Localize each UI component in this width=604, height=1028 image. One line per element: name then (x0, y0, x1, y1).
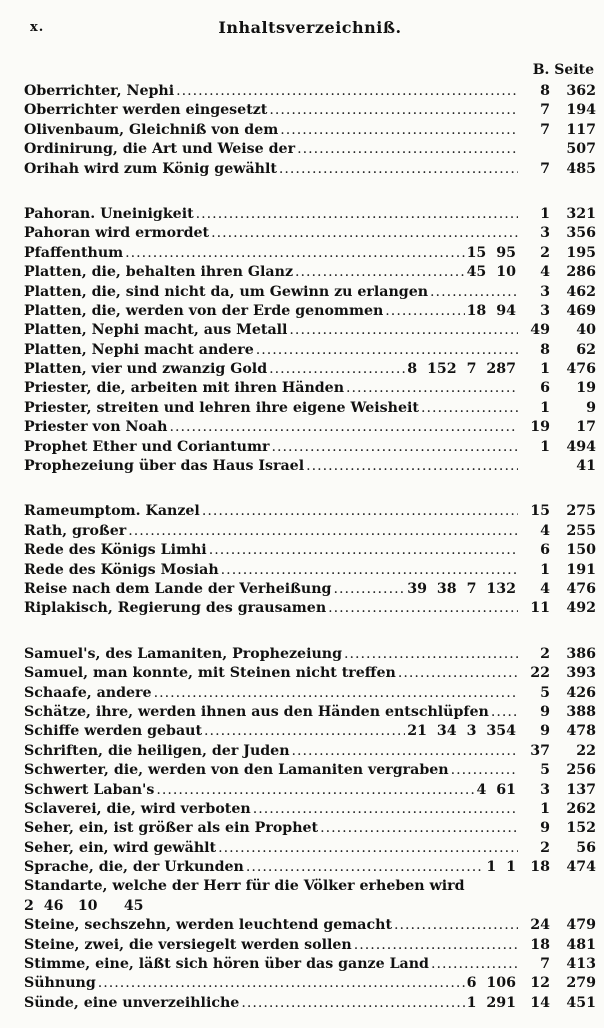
column-header: B. Seite (532, 62, 594, 78)
index-entry (24, 341, 596, 360)
dot-leader (354, 936, 518, 955)
entry-text: Oberrichter werden eingesetzt (24, 102, 268, 119)
entry-volume: 1 (540, 361, 550, 378)
entry-text: Prophezeiung über das Haus Israel (24, 458, 305, 475)
entry-text: Platten, Nephi macht andere (24, 341, 254, 358)
index-entry (24, 502, 596, 521)
index-entry (24, 321, 596, 340)
index-entry (24, 244, 596, 263)
entry-page: 386 (566, 645, 596, 662)
entry-text: Priester von Noah (24, 419, 168, 436)
dot-leader (295, 263, 465, 282)
index-entry (24, 974, 596, 993)
dot-leader (430, 283, 518, 302)
entry-page: 507 (566, 141, 596, 158)
index-entry (24, 302, 596, 321)
entry-text: Pahoran wird ermordet (24, 225, 210, 242)
dot-leader (394, 916, 518, 935)
entry-page: 469 (566, 302, 596, 319)
entry-page: 191 (566, 561, 596, 578)
dot-leader (209, 541, 518, 560)
entry-page: 356 (566, 225, 596, 242)
entry-volume: 2 (540, 839, 550, 856)
index-entry (24, 580, 596, 599)
dot-leader (346, 379, 518, 398)
entry-page: 275 (566, 503, 596, 520)
entry-text: Sühnung (24, 975, 96, 992)
index-section (24, 502, 596, 618)
dot-leader (271, 438, 518, 457)
entry-volume: 10 (77, 897, 98, 914)
entry-text: Schwerter, die, werden von den Lamaniten vergraben (24, 762, 449, 779)
index-entry (24, 800, 596, 819)
entry-text: Platten, die, werden von der Erde genommen (24, 302, 384, 319)
entry-volume: 3 (540, 225, 550, 242)
page-header (24, 0, 596, 40)
entry-volume: 12 (530, 975, 550, 992)
entry-volume: 1 (540, 438, 550, 455)
entry-page: 426 (566, 684, 596, 701)
dot-leader (451, 761, 518, 780)
entry-page: 152 (566, 820, 596, 837)
entry-volume: 7 (540, 102, 550, 119)
index-entry (24, 360, 596, 379)
dot-leader (221, 561, 518, 580)
entry-text: Schaafe, andere (24, 684, 152, 701)
entry-page: 451 (566, 994, 596, 1011)
dot-leader (246, 858, 484, 877)
entry-text: Schätze, ihre, werden ihnen aus den Händen entschlüpfen (24, 703, 489, 720)
entry-volume: 15 (530, 503, 550, 520)
entry-volume: 4 (540, 522, 550, 539)
index-entry (24, 599, 596, 618)
entry-volume: 18 (530, 936, 550, 953)
entry-page: 150 (566, 542, 596, 559)
entry-volume: 1 (540, 561, 550, 578)
entry-text: Prophet Ether und Coriantumr (24, 438, 270, 455)
dot-leader (320, 819, 518, 838)
index-entry (24, 684, 596, 703)
index-entry (24, 82, 596, 101)
entry-page: 195 (566, 244, 596, 261)
dot-leader (202, 502, 518, 521)
dot-leader (491, 703, 518, 722)
entry-volume: 5 (540, 762, 550, 779)
entry-volume: 1 (540, 399, 550, 416)
entry-text: Steine, sechszehn, werden leuchtend gemacht (24, 917, 392, 934)
entry-inline-refs: 1 291 (466, 994, 516, 1011)
entry-page: 17 (576, 419, 596, 436)
entry-page: 62 (576, 341, 596, 358)
entry-volume: 2 (540, 645, 550, 662)
entry-volume: 8 (540, 83, 550, 99)
entry-text: Oberrichter, Nephi (24, 83, 175, 99)
entry-text: Steine, zwei, die versiegelt werden sollen (24, 936, 352, 953)
entry-volume: 3 (540, 781, 550, 798)
dot-leader (328, 599, 518, 618)
dot-leader (344, 645, 518, 664)
dot-leader (333, 580, 405, 599)
index-section (24, 645, 596, 1013)
index-entry (24, 742, 596, 761)
entry-text: Seher, ein, ist größer als ein Prophet (24, 820, 319, 837)
dot-leader (289, 321, 518, 340)
entry-volume: 4 (540, 580, 550, 597)
entry-volume: 11 (530, 600, 550, 617)
entry-text: Rath, großer (24, 522, 127, 539)
entry-page: 476 (566, 580, 596, 597)
entry-volume: 3 (540, 302, 550, 319)
entry-volume: 7 (540, 121, 550, 138)
entry-volume: 8 (540, 341, 550, 358)
index-entry (24, 761, 596, 780)
entry-page: 286 (566, 264, 596, 281)
entry-volume: 7 (540, 956, 550, 973)
index-entry (24, 839, 596, 858)
entry-page: 362 (566, 83, 596, 99)
index-entry (24, 664, 596, 683)
dot-leader (98, 974, 465, 993)
entry-text: Orihah wird zum König gewählt (24, 160, 277, 177)
entry-page: 393 (566, 665, 596, 682)
entry-page: 262 (566, 800, 596, 817)
entry-text: Priester, die, arbeiten mit ihren Händen (24, 380, 345, 397)
entry-page: 40 (576, 322, 596, 339)
entry-page: 256 (566, 762, 596, 779)
index-entry (24, 994, 596, 1013)
entry-page: 117 (566, 121, 596, 138)
dot-leader (176, 82, 518, 101)
entry-text: Seher, ein, wird gewählt (24, 839, 217, 856)
entry-text: Olivenbaum, Gleichniß von dem (24, 121, 279, 138)
entry-text: Schiffe werden gebaut (24, 723, 203, 740)
index-entry (24, 916, 596, 935)
index-entry (24, 858, 596, 877)
entry-volume: 6 (540, 542, 550, 559)
entry-text: Rameumptom. Kanzel (24, 503, 200, 520)
page-number: x. (30, 20, 45, 35)
entry-volume: 9 (540, 703, 550, 720)
entry-inline-refs: 39 38 7 132 (407, 580, 516, 597)
index-entry (24, 936, 596, 955)
index-entry (24, 140, 596, 159)
entry-volume: 6 (540, 380, 550, 397)
dot-leader (398, 664, 518, 683)
entry-volume: 9 (540, 820, 550, 837)
index-entry (24, 561, 596, 580)
entry-page: 56 (576, 839, 596, 856)
entry-text: Schriften, die heiligen, der Juden (24, 742, 290, 759)
entry-inline-refs: 8 152 7 287 (407, 361, 516, 378)
page-title: Inhaltsverzeichniß. (218, 18, 402, 37)
index-section (24, 205, 596, 476)
entry-text: Schwert Laban's (24, 781, 155, 798)
index-entry (24, 722, 596, 741)
entry-text: Stimme, eine, läßt sich hören über das ganze Land (24, 956, 429, 973)
dot-leader (125, 244, 464, 263)
entry-text: Pahoran. Uneinigkeit (24, 205, 194, 222)
entry-text: Pfaffenthum (24, 244, 124, 261)
index-entry (24, 955, 596, 974)
entry-volume: 9 (540, 723, 550, 740)
index-entry (24, 418, 596, 437)
dot-leader (241, 994, 464, 1013)
dot-leader (292, 742, 518, 761)
entry-inline-refs: 1 1 (486, 859, 516, 876)
dot-leader (431, 955, 518, 974)
entry-page: 45 (123, 897, 144, 914)
entry-text: Platten, die, sind nicht da, um Gewinn zu erlangen (24, 283, 429, 300)
index-entry (24, 877, 596, 916)
index-entry (24, 781, 596, 800)
dot-leader (280, 121, 518, 140)
entry-volume: 22 (530, 665, 550, 682)
entry-text: Riplakisch, Regierung des grausamen (24, 600, 327, 617)
entry-text: Priester, streiten und lehren ihre eigene Weisheit (24, 399, 419, 416)
entry-volume: 18 (530, 859, 550, 876)
entry-text: Sünde, eine unverzeihliche (24, 994, 240, 1011)
entry-page: 494 (566, 438, 596, 455)
index-body (24, 82, 596, 1013)
dot-leader (128, 522, 518, 541)
dot-leader (256, 341, 518, 360)
entry-text: Platten, Nephi macht, aus Metall (24, 322, 288, 339)
dot-leader (279, 160, 518, 179)
entry-volume: 7 (540, 160, 550, 177)
index-entry (24, 121, 596, 140)
dot-leader (306, 457, 518, 476)
entry-inline-refs: 6 106 (466, 975, 516, 992)
entry-page: 255 (566, 522, 596, 539)
index-entry (24, 438, 596, 457)
index-entry (24, 703, 596, 722)
entry-text: Ordinirung, die Art und Weise der (24, 141, 296, 158)
entry-text: Reise nach dem Lande der Verheißung (24, 580, 332, 597)
index-entry (24, 379, 596, 398)
index-entry (24, 457, 596, 476)
entry-text: Samuel, man konnte, mit Steinen nicht treffen (24, 665, 396, 682)
entry-page: 194 (566, 102, 596, 119)
dot-leader (169, 418, 518, 437)
dot-leader (269, 101, 518, 120)
entry-text: Sprache, die, der Urkunden (24, 859, 244, 876)
dot-leader (421, 399, 518, 418)
entry-inline-refs: 21 34 3 354 (407, 723, 516, 740)
dot-leader (269, 360, 405, 379)
entry-volume: 1 (540, 800, 550, 817)
entry-volume: 19 (530, 419, 550, 436)
index-entry (24, 160, 596, 179)
entry-volume: 1 (540, 205, 550, 222)
entry-inline-refs: 4 61 (476, 781, 516, 798)
entry-page: 492 (566, 600, 596, 617)
entry-page: 321 (566, 205, 596, 222)
index-entry (24, 263, 596, 282)
entry-volume: 49 (530, 322, 550, 339)
entry-page: 481 (566, 936, 596, 953)
entry-text: Samuel's, des Lamaniten, Prophezeiung (24, 645, 343, 662)
index-entry (24, 101, 596, 120)
entry-page: 279 (566, 975, 596, 992)
entry-inline-refs: 15 95 (466, 244, 516, 261)
entry-text: Rede des Königs Mosiah (24, 561, 219, 578)
dot-leader (218, 839, 518, 858)
index-section (24, 82, 596, 179)
index-entry (24, 541, 596, 560)
entry-page: 476 (566, 361, 596, 378)
entry-volume: 37 (530, 742, 550, 759)
index-entry (24, 205, 596, 224)
entry-page: 41 (576, 458, 596, 475)
entry-page: 462 (566, 283, 596, 300)
entry-text: Platten, die, behalten ihren Glanz (24, 264, 294, 281)
entry-page: 22 (576, 742, 596, 759)
entry-inline-refs: 18 94 (466, 302, 516, 319)
dot-leader (385, 302, 464, 321)
entry-text: Standarte, welche der Herr für die Völker erheben wird (24, 878, 465, 895)
index-entry (24, 224, 596, 243)
entry-page: 474 (566, 859, 596, 876)
dot-leader (211, 224, 518, 243)
entry-text: Rede des Königs Limhi (24, 542, 207, 559)
index-entry (24, 399, 596, 418)
index-entry (24, 645, 596, 664)
dot-leader (297, 140, 518, 159)
dot-leader (156, 781, 474, 800)
dot-leader (253, 800, 518, 819)
entry-volume: 24 (530, 917, 550, 934)
entry-page: 137 (566, 781, 596, 798)
entry-text: Platten, vier und zwanzig Gold (24, 361, 268, 378)
dot-leader (196, 205, 518, 224)
entry-page: 388 (566, 703, 596, 720)
dot-leader (204, 722, 405, 741)
entry-page: 9 (586, 399, 596, 416)
entry-volume: 4 (540, 264, 550, 281)
entry-page: 479 (566, 917, 596, 934)
entry-page: 478 (566, 723, 596, 740)
entry-page: 485 (566, 160, 596, 177)
entry-page: 19 (576, 380, 596, 397)
index-entry (24, 522, 596, 541)
entry-inline-refs: 2 46 (24, 897, 64, 914)
entry-page: 413 (566, 956, 596, 973)
entry-volume: 2 (540, 244, 550, 261)
entry-inline-refs: 45 10 (466, 264, 516, 281)
entry-volume: 5 (540, 684, 550, 701)
index-entry (24, 283, 596, 302)
entry-volume: 14 (530, 994, 550, 1011)
index-entry (24, 819, 596, 838)
dot-leader (154, 684, 518, 703)
entry-volume: 3 (540, 283, 550, 300)
entry-text: Sclaverei, die, wird verboten (24, 800, 251, 817)
